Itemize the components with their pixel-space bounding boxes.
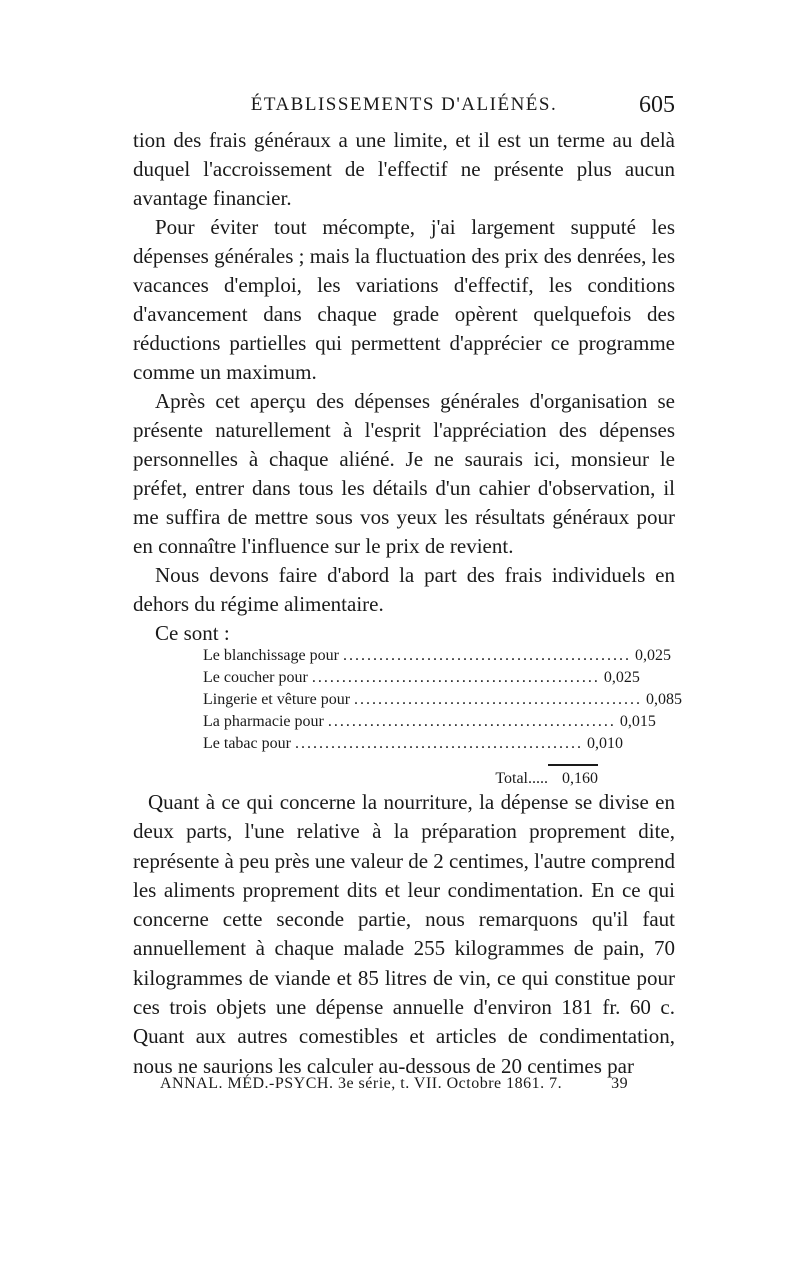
table-row	[203, 645, 671, 667]
row-label: La pharmacie pour	[203, 713, 324, 730]
table-row	[203, 711, 656, 733]
row-label: Lingerie et vêture pour	[203, 691, 351, 708]
leader-dots: ................................................	[327, 713, 616, 730]
total-row	[203, 768, 598, 790]
signature-mark: 39	[611, 1075, 629, 1092]
page-header	[133, 92, 675, 118]
total-rule	[548, 764, 598, 766]
body-text-continued	[133, 788, 675, 1081]
total-label: Total.....	[495, 770, 548, 787]
paragraph: Pour éviter tout mécompte, j'ai largement supputé les dépenses générales ; mais la fluctuation des prix des denrées, les vacances d'emploi, les variations d'effectif, les conditions d'avancement dans chaque grade opèrent quelquefois des réductions partielles qui permettent d'apprécier ce programme comme un maximum.	[133, 215, 675, 384]
row-label: Le blanchissage pour	[203, 647, 339, 664]
row-value: 0,025	[603, 669, 640, 686]
row-value: 0,085	[646, 691, 683, 708]
leader-dots: ................................................	[294, 735, 583, 752]
footer-text: ANNAL. MÉD.-PSYCH. 3e série, t. VII. Octobre 1861. 7.	[160, 1075, 563, 1092]
expense-table	[203, 645, 683, 790]
row-value: 0,025	[634, 647, 671, 664]
row-label: Le coucher pour	[203, 669, 308, 686]
table-row	[203, 689, 683, 711]
row-label: Le tabac pour	[203, 735, 291, 752]
table-row	[203, 733, 623, 755]
page-number: 605	[639, 92, 675, 118]
paragraph: Quant à ce qui concerne la nourriture, la dépense se divise en deux parts, l'une relative à la préparation proprement dite, représente à peu près une valeur de 2 centimes, l'autre comprend les aliments proprement dits et leur condimentation. En ce qui concerne cette seconde partie, nous remarquons qu'il faut annuellement à chaque malade 255 kilogrammes de pain, 70 kilogrammes de viande et 85 litres de vin, ce qui constitue pour ces trois objets une dépense annuelle d'environ 181 fr. 60 c. Quant aux autres comestibles et articles de condimentation, nous ne saurions les calculer au-dessous de 20 centimes par	[133, 790, 675, 1078]
row-value: 0,010	[586, 735, 623, 752]
leader-dots: ................................................	[342, 647, 631, 664]
page-footer	[160, 1075, 640, 1093]
row-value: 0,015	[619, 713, 656, 730]
body-text	[133, 126, 675, 648]
total-value: 0,160	[562, 770, 598, 787]
paragraph: Après cet aperçu des dépenses générales d'organisation se présente naturellement à l'esprit l'appréciation des dépenses personnelles à chaque aliéné. Je ne saurais ici, monsieur le préfet, entrer dans tous les détails d'un cahier d'observation, il me suffira de mettre sous vos yeux les résultats généraux pour en connaître l'influence sur le prix de revient.	[133, 389, 675, 558]
leader-dots: ................................................	[354, 691, 643, 708]
table-row	[203, 667, 640, 689]
paragraph: Ce sont :	[155, 621, 230, 645]
paragraph: tion des frais généraux a une limite, et il est un terme au delà duquel l'accroissement de l'effectif ne présente plus aucun avantage financier.	[133, 128, 675, 210]
paragraph: Nous devons faire d'abord la part des frais individuels en dehors du régime alimentaire.	[133, 563, 675, 616]
running-title: ÉTABLISSEMENTS D'ALIÉNÉS.	[250, 94, 558, 115]
leader-dots: ................................................	[311, 669, 600, 686]
